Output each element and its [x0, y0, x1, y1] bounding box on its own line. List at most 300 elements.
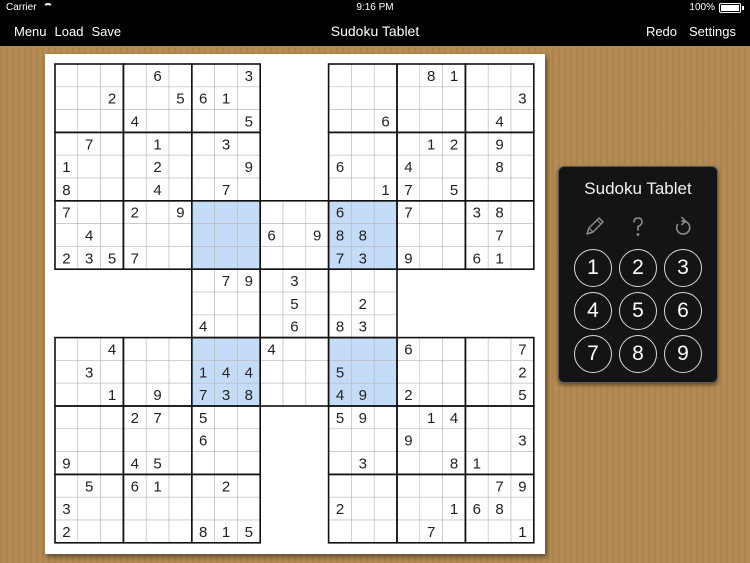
sudoku-cell[interactable]: [192, 315, 215, 338]
sudoku-cell[interactable]: [55, 406, 78, 429]
sudoku-cell[interactable]: [374, 110, 397, 133]
sudoku-cell[interactable]: [374, 155, 397, 178]
sudoku-cell[interactable]: [397, 178, 420, 201]
sudoku-cell[interactable]: [146, 201, 169, 224]
sudoku-cell[interactable]: [374, 87, 397, 110]
sudoku-cell[interactable]: [192, 201, 215, 224]
sudoku-cell[interactable]: [511, 132, 534, 155]
sudoku-cell[interactable]: [55, 429, 78, 452]
sudoku-cell[interactable]: [215, 87, 238, 110]
sudoku-cell[interactable]: [192, 360, 215, 383]
sudoku-cell[interactable]: [123, 155, 146, 178]
sudoku-cell[interactable]: [123, 64, 146, 87]
sudoku-cell[interactable]: [169, 132, 192, 155]
sudoku-cell[interactable]: [55, 452, 78, 475]
sudoku-cell[interactable]: [443, 224, 466, 247]
sudoku-cell[interactable]: [443, 406, 466, 429]
sudoku-cell[interactable]: [192, 520, 215, 543]
sudoku-cell[interactable]: [237, 224, 260, 247]
sudoku-cell[interactable]: [488, 110, 511, 133]
sudoku-cell[interactable]: [283, 383, 306, 406]
sudoku-cell[interactable]: [101, 338, 124, 361]
sudoku-cell[interactable]: [237, 178, 260, 201]
sudoku-cell[interactable]: [465, 520, 488, 543]
sudoku-cell[interactable]: [420, 474, 443, 497]
sudoku-cell[interactable]: [78, 110, 101, 133]
sudoku-cell[interactable]: [511, 246, 534, 269]
sudoku-cell[interactable]: [306, 360, 329, 383]
number-key-8[interactable]: 8: [619, 335, 657, 373]
sudoku-cell[interactable]: [488, 87, 511, 110]
sudoku-cell[interactable]: [169, 338, 192, 361]
sudoku-cell[interactable]: [374, 360, 397, 383]
sudoku-cell[interactable]: [192, 269, 215, 292]
sudoku-cell[interactable]: [351, 497, 374, 520]
sudoku-cell[interactable]: [306, 224, 329, 247]
sudoku-cell[interactable]: [215, 224, 238, 247]
sudoku-cell[interactable]: [351, 474, 374, 497]
sudoku-cell[interactable]: [351, 201, 374, 224]
sudoku-cell[interactable]: [351, 452, 374, 475]
sudoku-cell[interactable]: [329, 132, 352, 155]
sudoku-cell[interactable]: [237, 452, 260, 475]
sudoku-cell[interactable]: [192, 338, 215, 361]
menu-button[interactable]: Menu: [14, 23, 47, 39]
sudoku-cell[interactable]: [329, 497, 352, 520]
sudoku-cell[interactable]: [351, 224, 374, 247]
sudoku-cell[interactable]: [397, 110, 420, 133]
sudoku-cell[interactable]: [329, 315, 352, 338]
sudoku-cell[interactable]: [215, 520, 238, 543]
sudoku-cell[interactable]: [237, 474, 260, 497]
sudoku-cell[interactable]: [101, 360, 124, 383]
sudoku-cell[interactable]: [374, 201, 397, 224]
sudoku-cell[interactable]: [146, 87, 169, 110]
sudoku-cell[interactable]: [397, 520, 420, 543]
sudoku-cell[interactable]: [146, 429, 169, 452]
sudoku-cell[interactable]: [374, 520, 397, 543]
sudoku-cell[interactable]: [306, 269, 329, 292]
sudoku-cell[interactable]: [488, 383, 511, 406]
sudoku-cell[interactable]: [420, 224, 443, 247]
sudoku-cell[interactable]: [146, 474, 169, 497]
sudoku-cell[interactable]: [329, 474, 352, 497]
sudoku-cell[interactable]: [420, 64, 443, 87]
sudoku-cell[interactable]: [123, 338, 146, 361]
sudoku-cell[interactable]: [78, 178, 101, 201]
sudoku-cell[interactable]: [465, 246, 488, 269]
sudoku-cell[interactable]: [443, 155, 466, 178]
sudoku-cell[interactable]: [465, 497, 488, 520]
sudoku-cell[interactable]: [215, 315, 238, 338]
sudoku-cell[interactable]: [351, 246, 374, 269]
sudoku-cell[interactable]: [237, 406, 260, 429]
sudoku-cell[interactable]: [374, 64, 397, 87]
sudoku-cell[interactable]: [511, 110, 534, 133]
sudoku-cell[interactable]: [351, 406, 374, 429]
sudoku-cell[interactable]: [397, 224, 420, 247]
sudoku-cell[interactable]: [511, 64, 534, 87]
sudoku-cell[interactable]: [374, 269, 397, 292]
sudoku-cell[interactable]: [55, 224, 78, 247]
sudoku-cell[interactable]: [488, 497, 511, 520]
sudoku-cell[interactable]: [374, 246, 397, 269]
sudoku-cell[interactable]: [78, 64, 101, 87]
sudoku-cell[interactable]: [329, 246, 352, 269]
sudoku-cell[interactable]: [192, 246, 215, 269]
sudoku-cell[interactable]: [101, 178, 124, 201]
sudoku-cell[interactable]: [374, 497, 397, 520]
sudoku-cell[interactable]: [237, 110, 260, 133]
sudoku-cell[interactable]: [237, 497, 260, 520]
sudoku-cell[interactable]: [488, 452, 511, 475]
sudoku-cell[interactable]: [169, 474, 192, 497]
sudoku-cell[interactable]: [101, 155, 124, 178]
sudoku-cell[interactable]: [329, 201, 352, 224]
sudoku-cell[interactable]: [465, 338, 488, 361]
sudoku-cell[interactable]: [260, 360, 283, 383]
sudoku-cell[interactable]: [123, 474, 146, 497]
sudoku-cell[interactable]: [465, 64, 488, 87]
sudoku-cell[interactable]: [78, 429, 101, 452]
sudoku-cell[interactable]: [465, 360, 488, 383]
sudoku-cell[interactable]: [511, 178, 534, 201]
sudoku-cell[interactable]: [123, 132, 146, 155]
sudoku-cell[interactable]: [55, 110, 78, 133]
sudoku-cell[interactable]: [511, 338, 534, 361]
sudoku-cell[interactable]: [420, 497, 443, 520]
sudoku-cell[interactable]: [351, 155, 374, 178]
sudoku-cell[interactable]: [397, 497, 420, 520]
sudoku-cell[interactable]: [237, 383, 260, 406]
sudoku-cell[interactable]: [192, 429, 215, 452]
sudoku-cell[interactable]: [420, 452, 443, 475]
sudoku-cell[interactable]: [420, 338, 443, 361]
sudoku-cell[interactable]: [351, 178, 374, 201]
number-key-2[interactable]: 2: [619, 249, 657, 287]
sudoku-cell[interactable]: [101, 246, 124, 269]
number-key-5[interactable]: 5: [619, 292, 657, 330]
sudoku-cell[interactable]: [465, 429, 488, 452]
sudoku-cell[interactable]: [215, 246, 238, 269]
sudoku-cell[interactable]: [397, 201, 420, 224]
sudoku-cell[interactable]: [215, 338, 238, 361]
sudoku-cell[interactable]: [329, 383, 352, 406]
sudoku-cell[interactable]: [397, 452, 420, 475]
sudoku-cell[interactable]: [443, 429, 466, 452]
sudoku-cell[interactable]: [123, 110, 146, 133]
number-key-7[interactable]: 7: [574, 335, 612, 373]
sudoku-cell[interactable]: [465, 132, 488, 155]
sudoku-cell[interactable]: [420, 178, 443, 201]
sudoku-cell[interactable]: [215, 474, 238, 497]
sudoku-cell[interactable]: [329, 269, 352, 292]
sudoku-cell[interactable]: [169, 64, 192, 87]
sudoku-cell[interactable]: [78, 383, 101, 406]
sudoku-cell[interactable]: [215, 360, 238, 383]
sudoku-cell[interactable]: [215, 64, 238, 87]
sudoku-cell[interactable]: [351, 292, 374, 315]
sudoku-cell[interactable]: [488, 246, 511, 269]
sudoku-cell[interactable]: [192, 155, 215, 178]
sudoku-cell[interactable]: [101, 87, 124, 110]
sudoku-cell[interactable]: [215, 110, 238, 133]
sudoku-cell[interactable]: [511, 224, 534, 247]
number-key-9[interactable]: 9: [664, 335, 702, 373]
sudoku-cell[interactable]: [78, 132, 101, 155]
sudoku-cell[interactable]: [78, 87, 101, 110]
sudoku-cell[interactable]: [306, 201, 329, 224]
sudoku-cell[interactable]: [192, 497, 215, 520]
sudoku-cell[interactable]: [420, 406, 443, 429]
sudoku-cell[interactable]: [465, 178, 488, 201]
sudoku-cell[interactable]: [397, 64, 420, 87]
sudoku-cell[interactable]: [465, 452, 488, 475]
sudoku-cell[interactable]: [374, 315, 397, 338]
sudoku-cell[interactable]: [260, 383, 283, 406]
sudoku-cell[interactable]: [215, 155, 238, 178]
sudoku-cell[interactable]: [511, 474, 534, 497]
sudoku-cell[interactable]: [101, 406, 124, 429]
sudoku-cell[interactable]: [488, 64, 511, 87]
sudoku-cell[interactable]: [329, 64, 352, 87]
sudoku-cell[interactable]: [465, 201, 488, 224]
sudoku-cell[interactable]: [511, 429, 534, 452]
sudoku-cell[interactable]: [101, 452, 124, 475]
sudoku-cell[interactable]: [351, 315, 374, 338]
sudoku-cell[interactable]: [488, 338, 511, 361]
sudoku-cell[interactable]: [55, 155, 78, 178]
sudoku-cell[interactable]: [443, 338, 466, 361]
sudoku-cell[interactable]: [215, 292, 238, 315]
sudoku-cell[interactable]: [351, 269, 374, 292]
sudoku-cell[interactable]: [146, 178, 169, 201]
sudoku-cell[interactable]: [443, 87, 466, 110]
sudoku-cell[interactable]: [101, 497, 124, 520]
sudoku-cell[interactable]: [101, 383, 124, 406]
sudoku-cell[interactable]: [237, 155, 260, 178]
sudoku-cell[interactable]: [329, 452, 352, 475]
sudoku-cell[interactable]: [465, 383, 488, 406]
sudoku-cell[interactable]: [374, 178, 397, 201]
sudoku-cell[interactable]: [397, 338, 420, 361]
sudoku-cell[interactable]: [169, 383, 192, 406]
sudoku-cell[interactable]: [351, 87, 374, 110]
sudoku-cell[interactable]: [237, 246, 260, 269]
number-key-4[interactable]: 4: [574, 292, 612, 330]
sudoku-cell[interactable]: [329, 155, 352, 178]
sudoku-cell[interactable]: [397, 474, 420, 497]
sudoku-cell[interactable]: [329, 360, 352, 383]
sudoku-cell[interactable]: [78, 520, 101, 543]
sudoku-cell[interactable]: [511, 497, 534, 520]
sudoku-cell[interactable]: [397, 132, 420, 155]
sudoku-cell[interactable]: [192, 474, 215, 497]
sudoku-cell[interactable]: [329, 224, 352, 247]
sudoku-cell[interactable]: [283, 269, 306, 292]
sudoku-cell[interactable]: [55, 87, 78, 110]
sudoku-cell[interactable]: [146, 360, 169, 383]
sudoku-cell[interactable]: [55, 383, 78, 406]
sudoku-cell[interactable]: [260, 246, 283, 269]
sudoku-cell[interactable]: [329, 87, 352, 110]
sudoku-cell[interactable]: [397, 429, 420, 452]
sudoku-cell[interactable]: [329, 110, 352, 133]
settings-button[interactable]: Settings: [689, 23, 736, 39]
sudoku-cell[interactable]: [488, 155, 511, 178]
sudoku-cell[interactable]: [101, 110, 124, 133]
sudoku-cell[interactable]: [329, 406, 352, 429]
sudoku-cell[interactable]: [443, 64, 466, 87]
sudoku-cell[interactable]: [146, 155, 169, 178]
sudoku-cell[interactable]: [237, 64, 260, 87]
sudoku-cell[interactable]: [465, 155, 488, 178]
sudoku-cell[interactable]: [192, 224, 215, 247]
sudoku-cell[interactable]: [78, 474, 101, 497]
sudoku-cell[interactable]: [351, 64, 374, 87]
sudoku-cell[interactable]: [101, 201, 124, 224]
sudoku-cell[interactable]: [78, 338, 101, 361]
sudoku-cell[interactable]: [101, 429, 124, 452]
sudoku-cell[interactable]: [511, 383, 534, 406]
sudoku-cell[interactable]: [488, 201, 511, 224]
sudoku-cell[interactable]: [283, 292, 306, 315]
sudoku-cell[interactable]: [146, 246, 169, 269]
sudoku-cell[interactable]: [169, 520, 192, 543]
sudoku-cell[interactable]: [169, 360, 192, 383]
sudoku-cell[interactable]: [55, 201, 78, 224]
sudoku-cell[interactable]: [146, 383, 169, 406]
sudoku-cell[interactable]: [146, 452, 169, 475]
sudoku-cell[interactable]: [443, 497, 466, 520]
sudoku-cell[interactable]: [374, 429, 397, 452]
sudoku-cell[interactable]: [351, 520, 374, 543]
sudoku-cell[interactable]: [55, 132, 78, 155]
sudoku-cell[interactable]: [443, 360, 466, 383]
sudoku-cell[interactable]: [146, 110, 169, 133]
sudoku-cell[interactable]: [351, 360, 374, 383]
sudoku-cell[interactable]: [78, 452, 101, 475]
sudoku-cell[interactable]: [169, 452, 192, 475]
sudoku-cell[interactable]: [123, 497, 146, 520]
sudoku-cell[interactable]: [237, 87, 260, 110]
sudoku-cell[interactable]: [420, 429, 443, 452]
sudoku-cell[interactable]: [488, 429, 511, 452]
sudoku-cell[interactable]: [215, 429, 238, 452]
sudoku-cell[interactable]: [101, 64, 124, 87]
sudoku-cell[interactable]: [169, 406, 192, 429]
sudoku-cell[interactable]: [101, 474, 124, 497]
sudoku-cell[interactable]: [192, 383, 215, 406]
samurai-sudoku-board[interactable]: [45, 54, 545, 554]
sudoku-cell[interactable]: [237, 520, 260, 543]
sudoku-cell[interactable]: [146, 64, 169, 87]
sudoku-cell[interactable]: [397, 87, 420, 110]
sudoku-cell[interactable]: [374, 406, 397, 429]
sudoku-cell[interactable]: [123, 224, 146, 247]
sudoku-cell[interactable]: [192, 110, 215, 133]
sudoku-cell[interactable]: [169, 246, 192, 269]
sudoku-cell[interactable]: [215, 497, 238, 520]
sudoku-cell[interactable]: [237, 292, 260, 315]
sudoku-cell[interactable]: [351, 429, 374, 452]
sudoku-cell[interactable]: [169, 87, 192, 110]
sudoku-cell[interactable]: [283, 201, 306, 224]
undo-icon[interactable]: [669, 214, 695, 240]
sudoku-cell[interactable]: [169, 224, 192, 247]
sudoku-cell[interactable]: [329, 429, 352, 452]
sudoku-cell[interactable]: [511, 155, 534, 178]
sudoku-cell[interactable]: [237, 429, 260, 452]
sudoku-cell[interactable]: [123, 406, 146, 429]
sudoku-cell[interactable]: [146, 497, 169, 520]
sudoku-cell[interactable]: [260, 315, 283, 338]
sudoku-cell[interactable]: [146, 338, 169, 361]
sudoku-cell[interactable]: [192, 406, 215, 429]
number-key-1[interactable]: 1: [574, 249, 612, 287]
sudoku-cell[interactable]: [260, 292, 283, 315]
sudoku-cell[interactable]: [192, 178, 215, 201]
sudoku-cell[interactable]: [55, 497, 78, 520]
sudoku-cell[interactable]: [374, 224, 397, 247]
sudoku-cell[interactable]: [55, 178, 78, 201]
sudoku-cell[interactable]: [78, 497, 101, 520]
sudoku-cell[interactable]: [192, 64, 215, 87]
sudoku-cell[interactable]: [55, 246, 78, 269]
sudoku-cell[interactable]: [78, 360, 101, 383]
save-button[interactable]: Save: [91, 23, 122, 39]
sudoku-cell[interactable]: [329, 338, 352, 361]
sudoku-cell[interactable]: [443, 201, 466, 224]
sudoku-cell[interactable]: [488, 406, 511, 429]
sudoku-cell[interactable]: [169, 497, 192, 520]
sudoku-cell[interactable]: [374, 292, 397, 315]
sudoku-cell[interactable]: [123, 383, 146, 406]
sudoku-cell[interactable]: [215, 406, 238, 429]
sudoku-cell[interactable]: [123, 452, 146, 475]
sudoku-cell[interactable]: [215, 132, 238, 155]
sudoku-cell[interactable]: [488, 474, 511, 497]
sudoku-cell[interactable]: [237, 360, 260, 383]
sudoku-cell[interactable]: [146, 406, 169, 429]
sudoku-cell[interactable]: [283, 338, 306, 361]
sudoku-cell[interactable]: [192, 452, 215, 475]
sudoku-cell[interactable]: [397, 155, 420, 178]
sudoku-cell[interactable]: [260, 224, 283, 247]
sudoku-cell[interactable]: [374, 383, 397, 406]
sudoku-cell[interactable]: [55, 474, 78, 497]
sudoku-cell[interactable]: [397, 406, 420, 429]
sudoku-cell[interactable]: [511, 520, 534, 543]
sudoku-cell[interactable]: [511, 406, 534, 429]
sudoku-cell[interactable]: [78, 155, 101, 178]
sudoku-cell[interactable]: [351, 110, 374, 133]
sudoku-cell[interactable]: [443, 383, 466, 406]
sudoku-cell[interactable]: [283, 246, 306, 269]
sudoku-cell[interactable]: [374, 132, 397, 155]
sudoku-cell[interactable]: [283, 315, 306, 338]
sudoku-cell[interactable]: [123, 246, 146, 269]
sudoku-cell[interactable]: [488, 132, 511, 155]
sudoku-cell[interactable]: [260, 269, 283, 292]
sudoku-cell[interactable]: [374, 474, 397, 497]
sudoku-cell[interactable]: [465, 110, 488, 133]
sudoku-cell[interactable]: [237, 269, 260, 292]
sudoku-cell[interactable]: [146, 224, 169, 247]
sudoku-cell[interactable]: [192, 132, 215, 155]
sudoku-cell[interactable]: [123, 201, 146, 224]
sudoku-cell[interactable]: [237, 338, 260, 361]
